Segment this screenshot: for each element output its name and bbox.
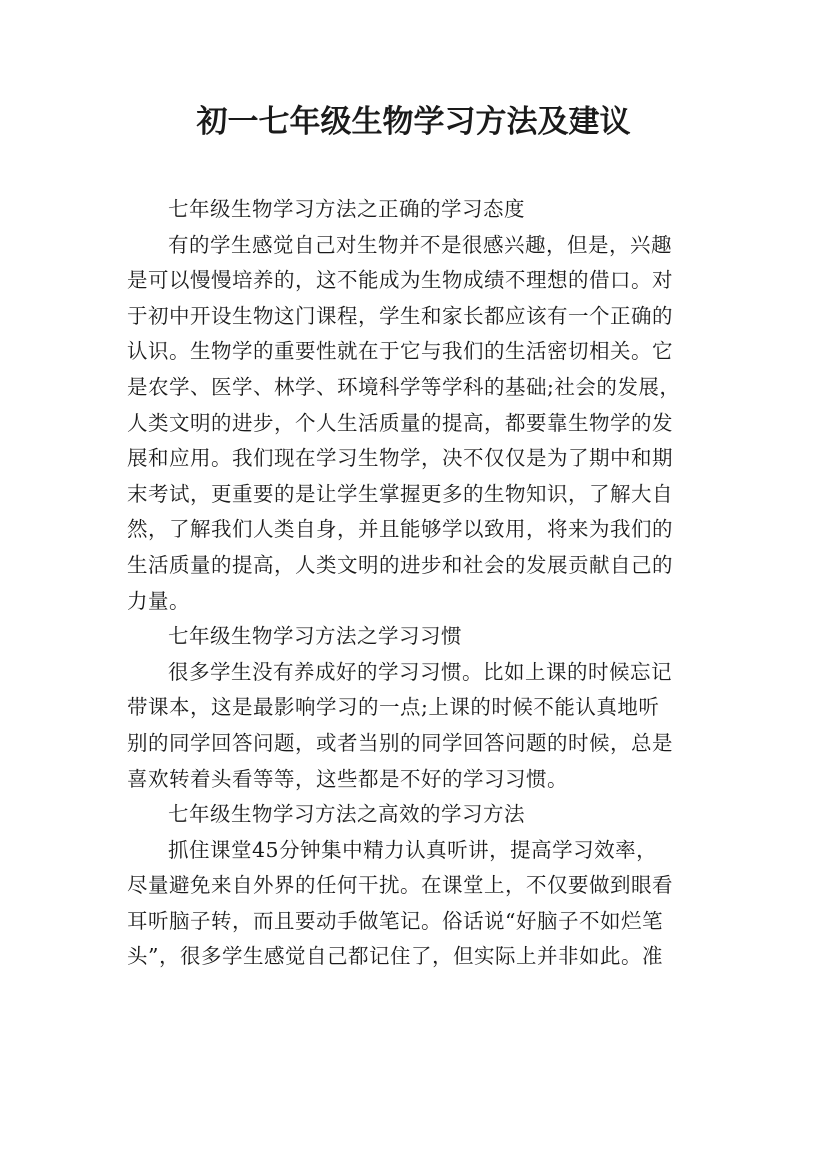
text-line: 力量。 <box>127 588 190 613</box>
text-line: 尽量避免来自外界的任何干扰。在课堂上，不仅要做到眼看 <box>127 873 673 898</box>
text-line: 耳听脑子转，而且要动手做笔记。俗话说“好脑子不如烂笔 <box>127 908 663 933</box>
text-line: 七年级生物学习方法之高效的学习方法 <box>168 802 525 827</box>
text-line: 有的学生感觉自己对生物并不是很感兴趣，但是，兴趣 <box>168 232 672 257</box>
text-line: 带课本，这是最影响学习的一点;上课的时候不能认真地听 <box>127 695 660 720</box>
document-title: 初一七年级生物学习方法及建议 <box>196 104 631 140</box>
text-line: 末考试，更重要的是让学生掌握更多的生物知识，了解大自 <box>127 481 673 506</box>
text-line: 七年级生物学习方法之学习习惯 <box>168 624 462 649</box>
text-line: 抓住课堂45分钟集中精力认真听讲，提高学习效率， <box>168 837 658 862</box>
text-line: 人类文明的进步，个人生活质量的提高，都要靠生物学的发 <box>127 410 673 435</box>
text-line: 展和应用。我们现在学习生物学，决不仅仅是为了期中和期 <box>127 446 673 471</box>
document-body <box>127 192 713 975</box>
text-line: 是可以慢慢培养的，这不能成为生物成绩不理想的借口。对 <box>127 268 673 293</box>
text-line: 别的同学回答问题，或者当别的同学回答问题的时候，总是 <box>127 730 673 755</box>
text-line: 喜欢转着头看等等，这些都是不好的学习习惯。 <box>127 766 568 791</box>
text-line: 是农学、医学、林学、环境科学等学科的基础;社会的发展， <box>127 374 681 399</box>
text-line: 头”，很多学生感觉自己都记住了，但实际上并非如此。准 <box>127 944 663 969</box>
text-line: 于初中开设生物这门课程，学生和家长都应该有一个正确的 <box>127 303 673 328</box>
text-line: 生活质量的提高，人类文明的进步和社会的发展贡献自己的 <box>127 552 673 577</box>
text-line: 然，了解我们人类自身，并且能够学以致用，将来为我们的 <box>127 517 673 542</box>
text-line: 很多学生没有养成好的学习习惯。比如上课的时候忘记 <box>168 659 672 684</box>
text-line: 七年级生物学习方法之正确的学习态度 <box>168 197 525 221</box>
text-line: 认识。生物学的重要性就在于它与我们的生活密切相关。它 <box>127 339 673 364</box>
